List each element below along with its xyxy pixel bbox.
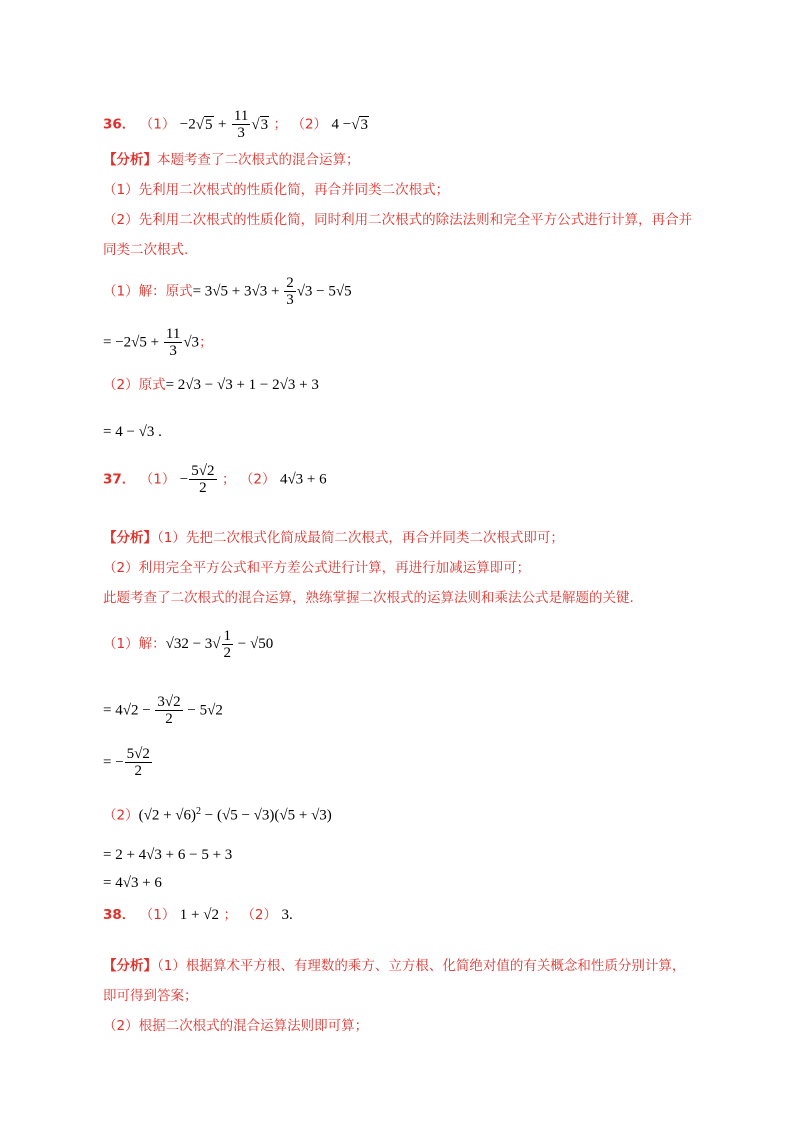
q36-part2-label: （2）	[291, 116, 328, 133]
q37-analysis-tag: 【分析】	[103, 530, 157, 546]
q36-analysis-tag: 【分析】	[103, 152, 157, 168]
q36-sol1-label: （1）解：原式	[103, 283, 193, 300]
q36-sol1-tail: √3 − 5√5	[296, 283, 352, 300]
q37-a2: 4√3 + 6	[279, 471, 327, 488]
q37-sol1-l2-fraction: $\frac{3√2}{2}$	[157, 694, 181, 727]
q36-a2-prefix: 4 −	[331, 116, 352, 133]
q36-sol1-res-fraction: $\frac{11}{3}$	[165, 326, 181, 359]
q36-sol1-eq: = 3√5 + 3√3 +	[192, 283, 284, 300]
q37-sol1-sqrt-frac: √ $\frac{1}{2}$	[212, 628, 232, 661]
q37-separator: ；	[221, 471, 236, 488]
q38-part2-label: （2）	[241, 907, 277, 923]
q38-a2: 3	[281, 907, 289, 923]
q36-sol2-label: （2）原式	[103, 377, 166, 393]
q37-part1-label: （1）	[139, 471, 176, 488]
q38-analysis-text: （1）根据算术平方根、有理数的乘方、立方根、化简绝对值的有关概念和性质分别计算，	[157, 958, 686, 974]
q38-separator: ；	[223, 907, 237, 923]
q36-step1: （1）先利用二次根式的性质化简，再合并同类二次根式；	[103, 182, 450, 198]
q37-a1-minus: −	[179, 471, 189, 488]
q38-analysis	[103, 956, 685, 976]
q36-analysis-text: 本题考查了二次根式的混合运算；	[157, 152, 360, 168]
q38-period: .	[288, 907, 293, 923]
q36-answer-line	[103, 108, 369, 141]
q37-sol1-expr: √32 − 3	[165, 635, 213, 652]
q36-semicolon: ；	[199, 334, 213, 351]
q36-solution2-result: = 4 − √3 .	[103, 424, 162, 440]
q36-separator: ；	[273, 116, 288, 133]
q38-analysis-b: 即可得到答案；	[103, 988, 198, 1004]
q37-number: 37．	[103, 471, 136, 488]
q37-analysis-text: （1）先把二次根式化简成最简二次根式，再合并同类二次根式即可；	[157, 530, 564, 546]
q37-analysis	[103, 528, 564, 548]
q37-sol2-exponent: 2	[196, 806, 202, 817]
q38-number: 38．	[103, 907, 136, 923]
q37-sol1-label: （1）解：	[103, 635, 166, 652]
q37-answer-line	[103, 463, 327, 496]
q36-part1-label: （1）	[139, 116, 176, 133]
q37-sol1-l3-fraction: $\frac{5√2}{2}$	[126, 746, 150, 779]
q38-answer-line	[103, 905, 293, 925]
q38-analysis-tag: 【分析】	[103, 958, 157, 974]
q37-sol1-tail: − √50	[234, 635, 274, 652]
q36-solution1-result	[103, 326, 213, 359]
q37-sol2-rest: − (√5 − √3)(√5 + √3)	[201, 807, 332, 824]
q36-number: 36．	[103, 116, 136, 133]
q36-solution2	[103, 375, 319, 395]
q36-a1-sqrt2: √3	[251, 116, 269, 133]
q37-sol1-l2-b: − 5√2	[183, 702, 223, 719]
q37-solution1-line2	[103, 694, 223, 727]
q37-solution2-line3: = 4√3 + 6	[103, 875, 162, 891]
q37-solution1-line3	[103, 746, 153, 779]
q36-a2-sqrt: √3	[351, 116, 368, 133]
q38-part1-label: （1）	[139, 907, 176, 923]
q37-step3: 此题考查了二次根式的混合运算，熟练掌握二次根式的运算法则和乘法公式是解题的关键.	[103, 590, 634, 606]
q37-part2-label: （2）	[239, 471, 276, 488]
q36-step2a: （2）先利用二次根式的性质化简，同时利用二次根式的除法法则和完全平方公式进行计算，再合并	[103, 212, 693, 228]
q36-solution1	[103, 275, 352, 308]
q36-a1-fraction: $\frac{11}{3}$	[233, 108, 249, 141]
q37-sol1-l3-a: = −	[103, 754, 124, 771]
q36-a1-plus: +	[217, 116, 227, 133]
q37-a1-fraction: $\frac{5√2}{2}$	[191, 463, 215, 496]
q37-solution1	[103, 628, 273, 661]
q36-a1-prefix: −2	[179, 116, 196, 133]
q38-a1: 1 + √2	[179, 907, 219, 923]
q38-step2: （2）根据二次根式的混合运算法则即可算；	[103, 1018, 369, 1034]
q36-sol1-res-tail: √3	[183, 334, 200, 351]
q36-sol2-eq: = 2√3 − √3 + 1 − 2√3 + 3	[165, 377, 319, 393]
q37-sol2-label: （2）	[103, 807, 139, 824]
q36-step2b: 同类二次根式.	[103, 242, 189, 258]
q36-sol1-fraction: $\frac{2}{3}$	[286, 275, 294, 308]
q36-sol1-res: = −2√5 +	[103, 334, 163, 351]
q37-solution2	[103, 802, 332, 826]
q37-sol1-l2-a: = 4√2 −	[103, 702, 155, 719]
q36-analysis	[103, 150, 360, 170]
q37-solution2-line2: = 2 + 4√3 + 6 − 5 + 3	[103, 847, 233, 863]
q37-sol2-expr: (√2 + √6)	[138, 807, 197, 824]
q37-step2: （2）利用完全平方公式和平方差公式进行计算，再进行加减运算即可；	[103, 560, 531, 576]
q36-a1-sqrt1: √5	[195, 116, 213, 133]
